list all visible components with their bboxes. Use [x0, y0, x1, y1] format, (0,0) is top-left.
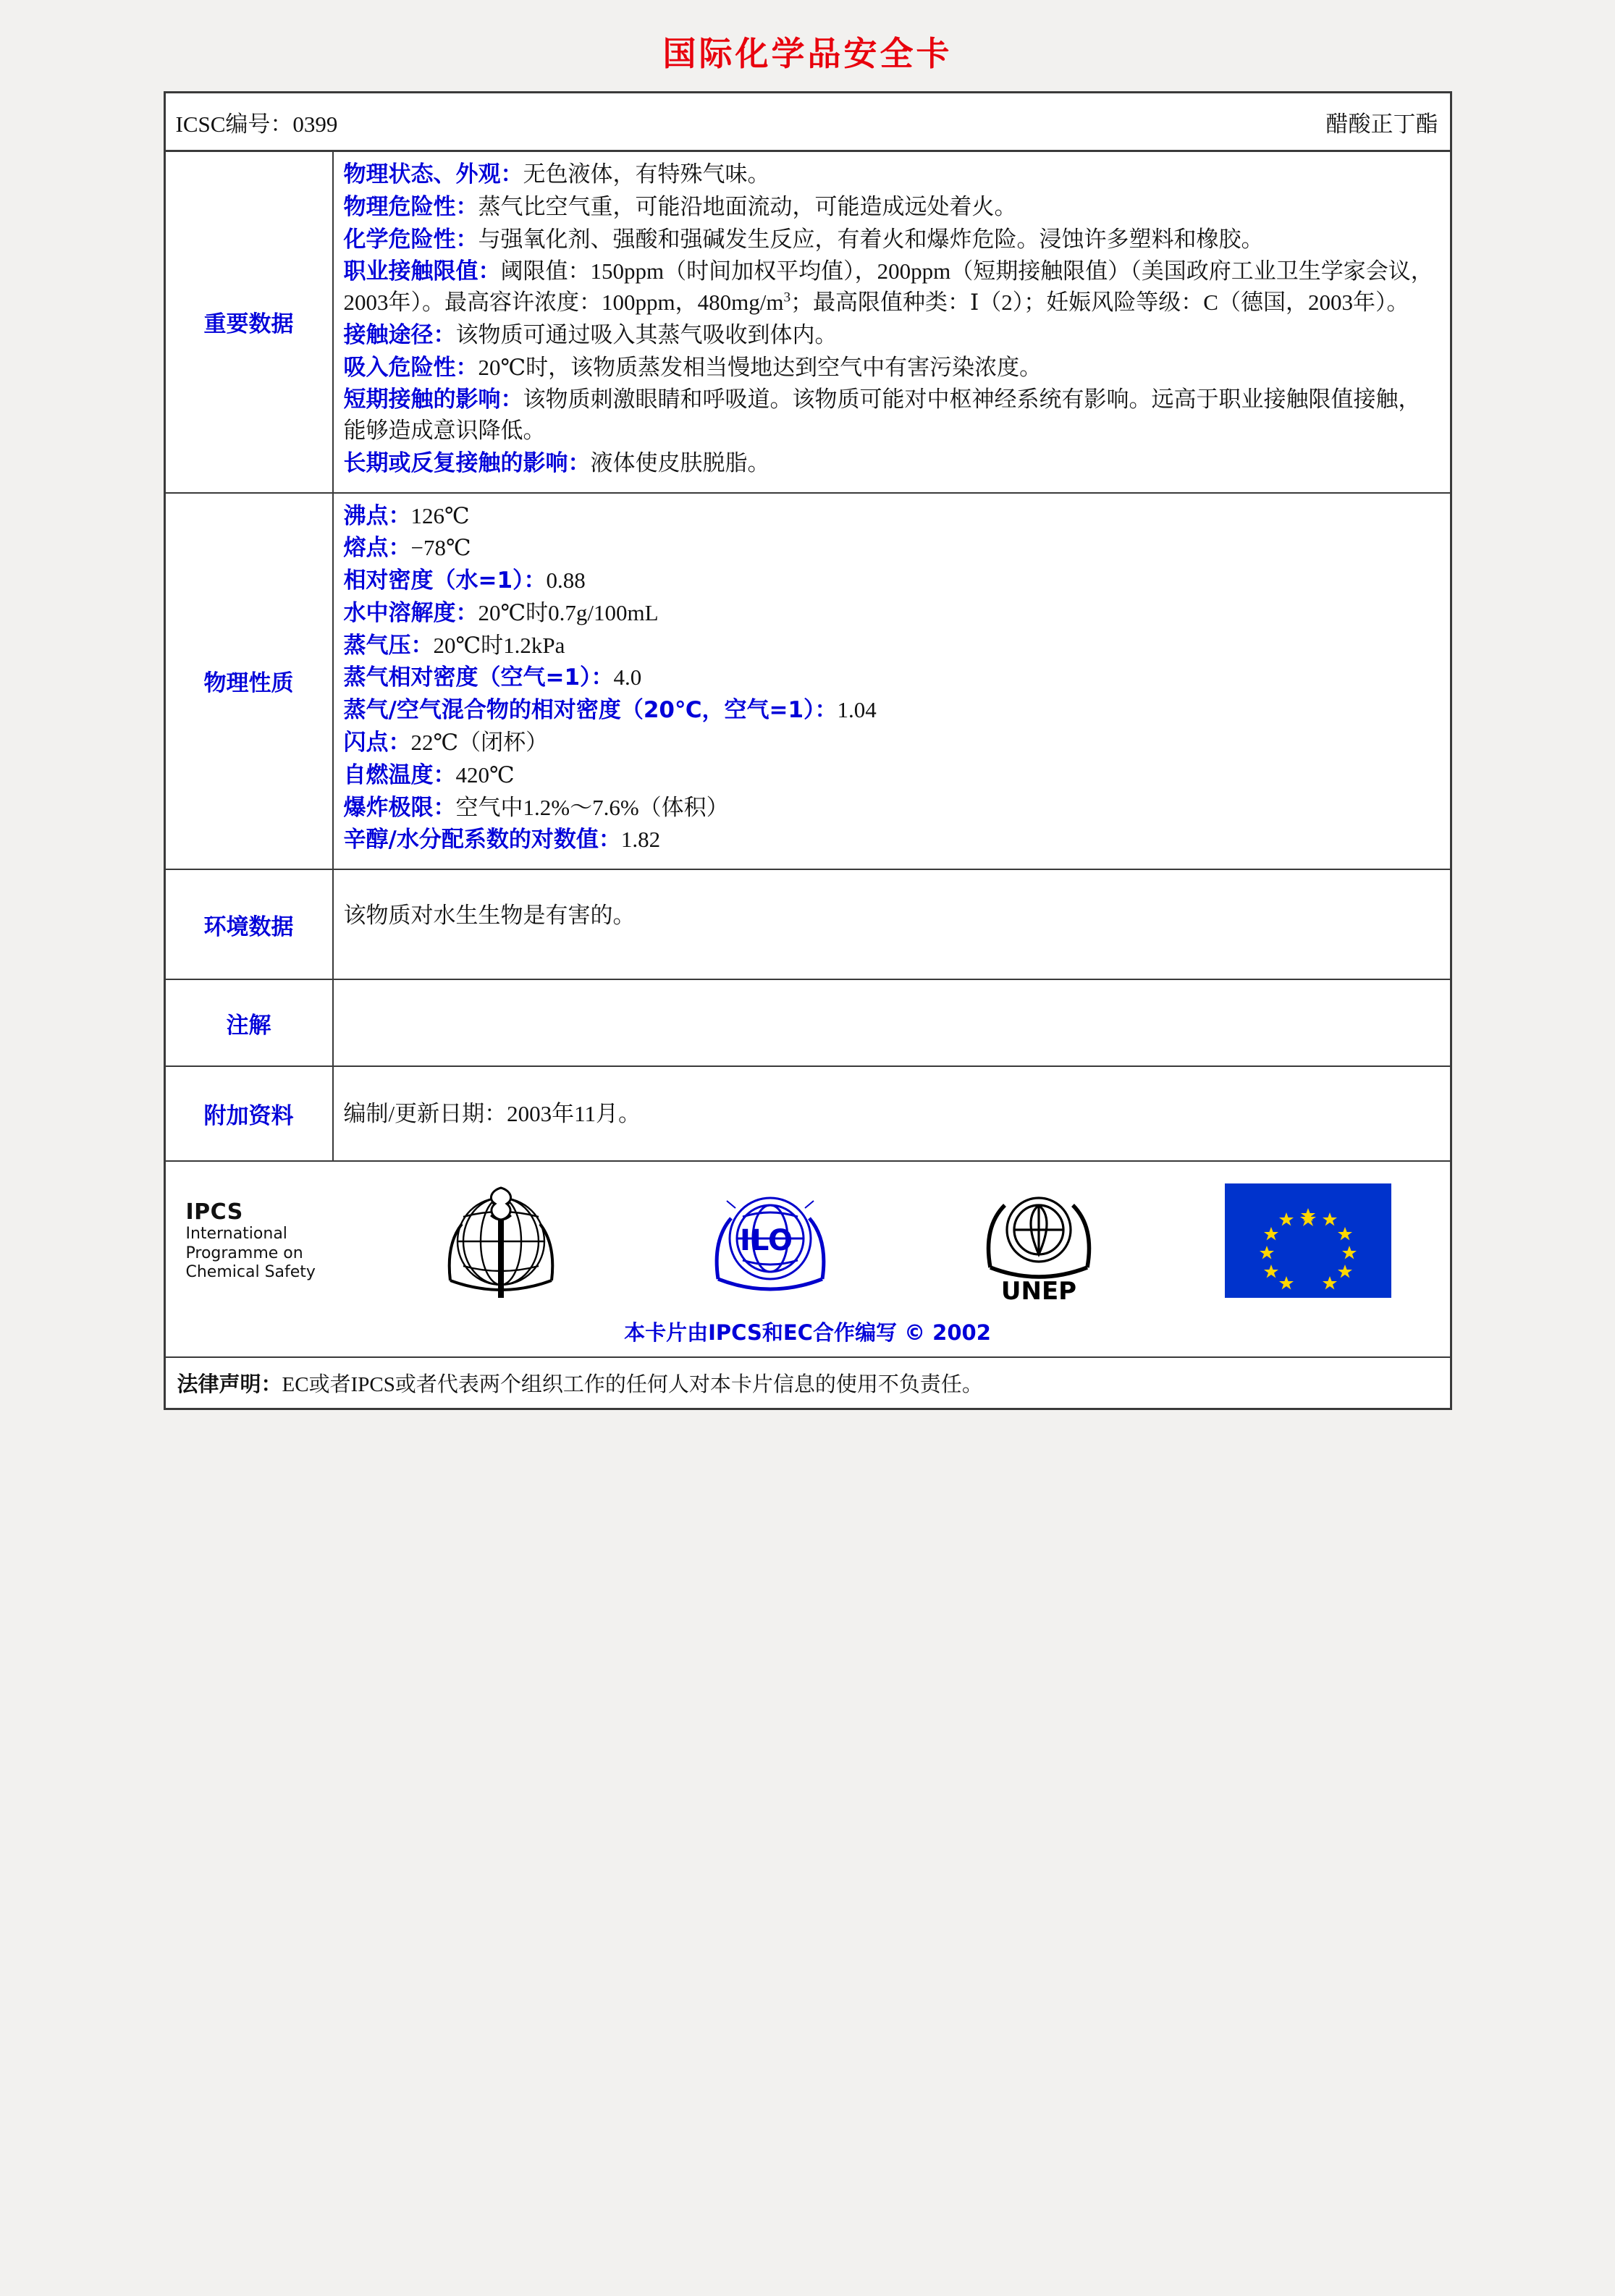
unep-logo-icon	[963, 1172, 1115, 1309]
icsc-number-label: ICSC编号：	[175, 111, 293, 137]
data-item: 短期接触的影响：该物质刺激眼睛和呼吸道。该物质可能对中枢神经系统有影响。远高于职业接触限值接触，能够造成意识降低。	[343, 387, 1421, 444]
section-physical-properties	[166, 494, 1450, 870]
section-body-important-data	[334, 152, 1450, 492]
data-item: 物理状态、外观：无色液体，有特殊气味。	[343, 161, 770, 187]
section-label-physical-properties: 物理性质	[166, 494, 334, 869]
environmental-data-text: 该物质对水生生物是有害的。	[343, 903, 636, 929]
data-item: 化学危险性：与强氧化剂、强酸和强碱发生反应，有着火和爆炸危险。浸蚀许多塑料和橡胶。	[343, 226, 1264, 253]
safety-card	[164, 91, 1452, 1410]
data-item: 接触途径：该物质可通过吸入其蒸气吸收到体内。	[343, 321, 838, 348]
section-body-notes	[334, 980, 1450, 1065]
legal-disclaimer	[166, 1358, 1450, 1408]
eu-flag-cell	[1173, 1183, 1443, 1298]
additional-info-text: 编制/更新日期：2003年11月。	[343, 1101, 641, 1127]
data-item: 蒸气相对密度（空气=1）：4.0	[343, 664, 642, 691]
footer-logo-strip	[166, 1162, 1450, 1358]
credit-text: 本卡片由IPCS和EC合作编写	[624, 1320, 897, 1346]
section-label-additional-info: 附加资料	[166, 1067, 334, 1160]
data-item: 蒸气压：20℃时1.2kPa	[343, 632, 565, 659]
section-label-important-data: 重要数据	[166, 152, 334, 492]
ipcs-abbr: IPCS	[185, 1199, 243, 1225]
data-item: 长期或反复接触的影响：液体使皮肤脱脂。	[343, 450, 770, 476]
credit-line	[166, 1312, 1450, 1356]
ipcs-wordmark	[173, 1199, 367, 1283]
data-item: 沸点：126℃	[343, 502, 470, 529]
data-item: 水中溶解度：20℃时0.7g/100mL	[343, 599, 659, 626]
data-item: 相对密度（水=1）：0.88	[343, 567, 586, 594]
icsc-number-block	[166, 106, 338, 138]
data-item: 熔点：−78℃	[343, 535, 471, 562]
section-environmental-data	[166, 870, 1450, 980]
page-title: 国际化学品安全卡	[662, 34, 953, 73]
data-item: 自燃温度：420℃	[343, 761, 515, 788]
section-body-physical-properties	[334, 494, 1450, 869]
ipcs-name-line-2: Programme on	[185, 1244, 303, 1262]
card-header	[166, 93, 1450, 152]
unep-label: UNEP	[1001, 1277, 1077, 1307]
who-logo-icon	[429, 1172, 573, 1309]
section-label-notes: 注解	[166, 980, 334, 1065]
svg-text:ILO: ILO	[739, 1224, 793, 1258]
icsc-number-value: 0399	[292, 111, 338, 137]
data-item: 物理危险性：蒸气比空气重，可能沿地面流动，可能造成远处着火。	[343, 193, 1017, 220]
ilo-logo-cell	[636, 1172, 905, 1309]
section-notes	[166, 980, 1450, 1067]
eu-flag-icon	[1225, 1183, 1391, 1298]
disclaimer-text: EC或者IPCS或者代表两个组织工作的任何人对本卡片信息的使用不负责任。	[282, 1373, 983, 1397]
section-label-environmental-data: 环境数据	[166, 870, 334, 979]
unep-logo-cell	[905, 1172, 1174, 1309]
ipcs-name-line-1: International	[185, 1224, 287, 1243]
section-body-environmental-data	[334, 870, 1450, 979]
ilo-logo-icon	[698, 1172, 843, 1309]
data-item: 吸入危险性：20℃时，该物质蒸发相当慢地达到空气中有害污染浓度。	[343, 354, 1042, 381]
data-item: 辛醇/水分配系数的对数值：1.82	[343, 827, 661, 853]
data-item: 闪点：22℃（闭杯）	[343, 730, 549, 756]
substance-name: 醋酸正丁酯	[1325, 111, 1438, 137]
section-important-data	[166, 152, 1450, 494]
disclaimer-label: 法律声明：	[177, 1372, 282, 1397]
ipcs-name-line-3: Chemical Safety	[185, 1263, 316, 1282]
logo-row	[166, 1162, 1450, 1312]
credit-copyright: © 2002	[904, 1320, 991, 1346]
data-item: 蒸气/空气混合物的相对密度（20℃，空气=1）：1.04	[343, 697, 877, 724]
who-logo-cell	[367, 1172, 636, 1309]
data-item: 爆炸极限：空气中1.2%～7.6%（体积）	[343, 794, 729, 821]
section-body-additional-info	[334, 1067, 1450, 1160]
data-item-oel: 职业接触限值：阈限值：150ppm（时间加权平均值），200ppm（短期接触限值）（美国政府工业卫生学家会议，2003年）。最高容许浓度：100ppm，$480mg/m^3$；最高限值种类：Ⅰ（2）；妊娠风险等级：C（德国，2003年）。	[343, 258, 1433, 316]
section-additional-info	[166, 1067, 1450, 1162]
